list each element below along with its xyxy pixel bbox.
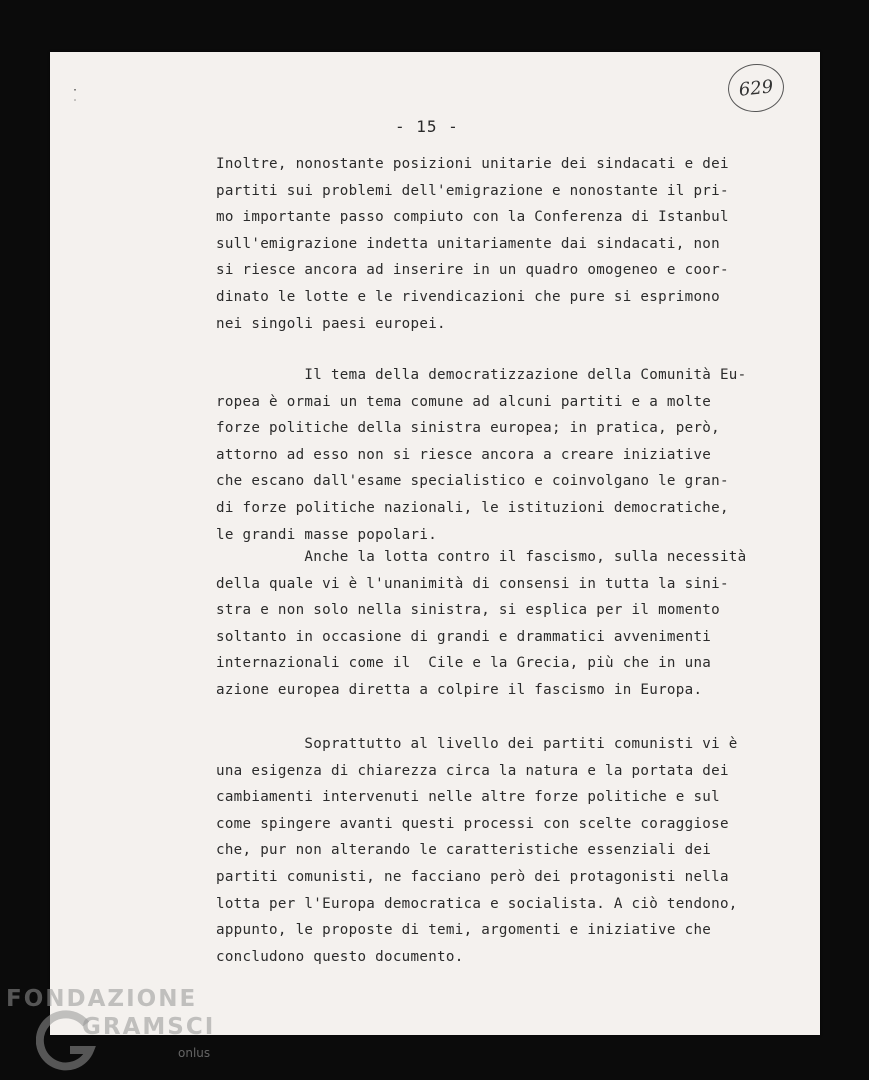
text-line: appunto, le proposte di temi, argomenti e iniziative che — [216, 922, 712, 939]
text-line: di forze politiche nazionali, le istituzioni democratiche, — [216, 499, 729, 516]
watermark-line-3: onlus — [178, 1046, 211, 1060]
text-line: sull'emigrazione indetta unitariamente dai sindacati, non — [216, 235, 720, 252]
text-line: soltanto in occasione di grandi e drammatici avvenimenti — [216, 628, 712, 645]
text-line: mo importante passo compiuto con la Conferenza di Istanbul — [216, 209, 729, 226]
paper-specks: · ˙ — [72, 85, 79, 110]
paragraph — [216, 544, 776, 704]
text-line: lotta per l'Europa democratica e socialista. A ciò tendono, — [216, 895, 738, 912]
text-line: partiti comunisti, ne facciano però dei protagonisti nella — [216, 868, 729, 885]
text-line: Il tema della democratizzazione della Comunità Eu- — [216, 367, 747, 383]
fondazione-gramsci-watermark — [6, 986, 226, 1076]
paragraph — [216, 151, 776, 337]
archive-number-stamp: 629 — [726, 61, 787, 115]
text-line: che, pur non alterando le caratteristiche essenziali dei — [216, 842, 712, 859]
text-line: attorno ad esso non si riesce ancora a creare iniziative — [216, 446, 712, 463]
text-line: concludono questo documento. — [216, 948, 464, 965]
text-line: cambiamenti intervenuti nelle altre forze politiche e sul — [216, 789, 720, 806]
text-line: ropea è ormai un tema comune ad alcuni partiti e a molte — [216, 393, 712, 410]
paragraph — [216, 731, 776, 970]
text-line: azione europea diretta a colpire il fascismo in Europa. — [216, 681, 703, 698]
page-number: - 15 - — [395, 117, 459, 136]
text-line: si riesce ancora ad inserire in un quadro omogeneo e coor- — [216, 262, 729, 279]
text-line: le grandi masse popolari. — [216, 526, 438, 543]
text-line: stra e non solo nella sinistra, si esplica per il momento — [216, 602, 720, 619]
text-line: nei singoli paesi europei. — [216, 315, 446, 332]
text-line: che escano dall'esame specialistico e coinvolgano le gran- — [216, 473, 729, 490]
text-line: Anche la lotta contro il fascismo, sulla necessità — [216, 549, 747, 565]
text-line: internazionali come il Cile e la Grecia, più che in una — [216, 655, 712, 672]
text-line: Inoltre, nonostante posizioni unitarie dei sindacati e dei — [216, 156, 729, 172]
watermark-line-2: GRAMSCI — [82, 1014, 216, 1040]
text-line: come spingere avanti questi processi con scelte coraggiose — [216, 815, 729, 832]
paragraph — [216, 362, 776, 548]
text-line: forze politiche della sinistra europea; in pratica, però, — [216, 420, 720, 437]
watermark-line-1: FONDAZIONE — [6, 986, 198, 1012]
text-line: una esigenza di chiarezza circa la natura e la portata dei — [216, 762, 729, 779]
text-line: dinato le lotte e le rivendicazioni che pure si esprimono — [216, 288, 720, 305]
text-line: partiti sui problemi dell'emigrazione e nonostante il pri- — [216, 182, 729, 199]
text-line: Soprattutto al livello dei partiti comunisti vi è — [216, 736, 738, 752]
text-line: della quale vi è l'unanimità di consensi in tutta la sini- — [216, 575, 729, 592]
